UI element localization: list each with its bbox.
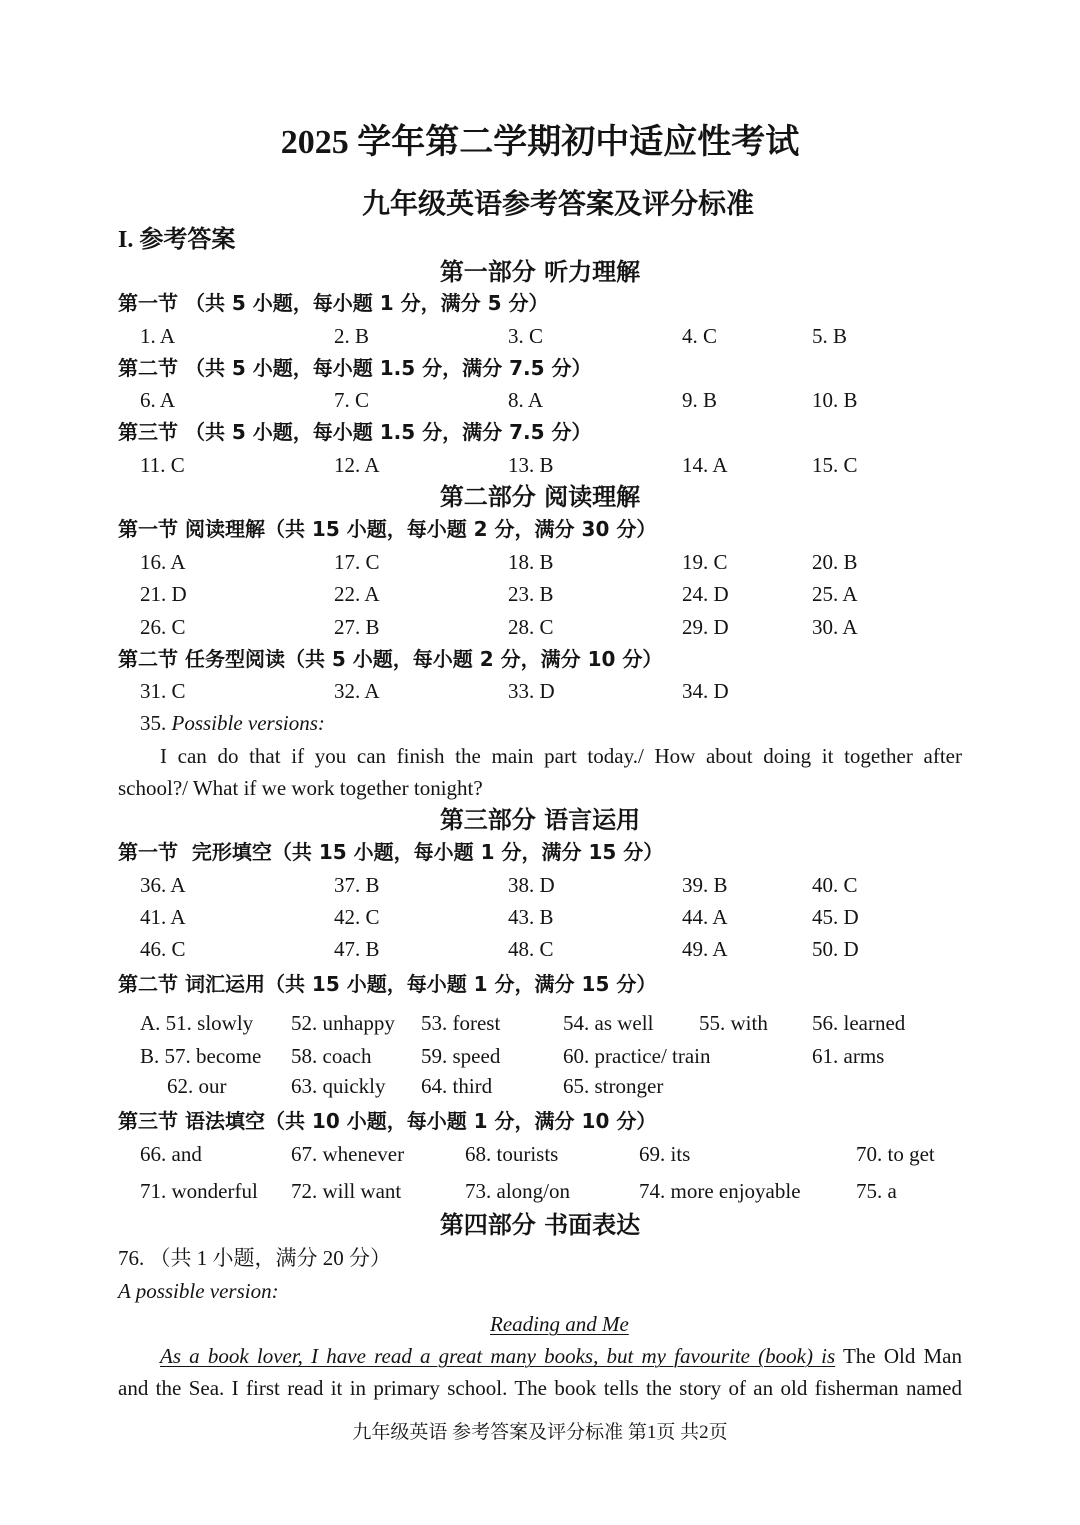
answer-item: 7. C (334, 388, 370, 412)
answer-row (0, 933, 1080, 965)
answer-row (0, 1175, 1080, 1207)
answer-item: 65. stronger (563, 1074, 664, 1098)
section-label-task-reading: 第二节 任务型阅读（共 5 小题，每小题 2 分，满分 10 分） (118, 647, 663, 671)
answer-row (0, 611, 1080, 643)
answer-item: 23. B (508, 582, 554, 606)
answer-item: 60. practice/ train (563, 1044, 711, 1068)
section-label-cloze: 第一节 完形填空（共 15 小题，每小题 1 分，满分 15 分） (118, 840, 664, 864)
section-label-grammar: 第三节 语法填空（共 10 小题，每小题 1 分，满分 10 分） (118, 1109, 657, 1133)
answer-item: 42. C (334, 905, 380, 929)
answer-row (0, 1138, 1080, 1170)
answer-item: 37. B (334, 873, 380, 897)
answer-item: 39. B (682, 873, 728, 897)
answer-item: 31. C (140, 679, 186, 703)
answer-row (0, 1070, 1080, 1102)
answer-item: 70. to get (856, 1142, 935, 1166)
answer-item: 55. with (699, 1011, 768, 1035)
answer-item: 74. more enjoyable (639, 1179, 801, 1203)
section-heading-reference-answers: I. 参考答案 (118, 227, 236, 253)
section-label-listening-1: 第一节 （共 5 小题，每小题 1 分，满分 5 分） (118, 291, 549, 315)
possible-version-label: A possible version: (118, 1279, 279, 1303)
answer-item: 10. B (812, 388, 858, 412)
answer-item: 3. C (508, 324, 544, 348)
answer-item: 14. A (682, 453, 728, 477)
answer-item: 9. B (682, 388, 718, 412)
answer-item: 15. C (812, 453, 858, 477)
part-heading-writing: 第四部分 书面表达 (439, 1211, 641, 1239)
answer-item: 18. B (508, 550, 554, 574)
answer-row (0, 384, 1080, 416)
answer-item: 29. D (682, 615, 729, 639)
answer-item: 1. A (140, 324, 176, 348)
answer-item: 26. C (140, 615, 186, 639)
part-heading-language-use: 第三部分 语言运用 (439, 806, 641, 834)
section-label-vocabulary: 第二节 词汇运用（共 15 小题，每小题 1 分，满分 15 分） (118, 972, 657, 996)
essay-line: and the Sea. I first read it in primary school. The book tells the story of an old fisherman named (118, 1376, 962, 1400)
answer-item: 21. D (140, 582, 187, 606)
answer-item: 5. B (812, 324, 848, 348)
q35-versions-label: Possible versions: (171, 711, 325, 735)
q35-answer-line: I can do that if you can finish the main part today./ How about doing it together after (160, 744, 962, 768)
answer-item: 45. D (812, 905, 859, 929)
answer-item: 73. along/on (465, 1179, 570, 1203)
answer-item: 2. B (334, 324, 370, 348)
answer-item: 46. C (140, 937, 186, 961)
answer-item: 8. A (508, 388, 544, 412)
answer-item: 38. D (508, 873, 555, 897)
answer-item: 52. unhappy (291, 1011, 395, 1035)
answer-item: 59. speed (421, 1044, 501, 1068)
page-footer: 九年级英语 参考答案及评分标准 第1页 共2页 (352, 1422, 728, 1443)
essay-book-title-start: The Old Man (842, 1344, 962, 1368)
answer-item: 66. and (140, 1142, 202, 1166)
answer-item: 20. B (812, 550, 858, 574)
answer-item: 69. its (639, 1142, 691, 1166)
answer-item: 63. quickly (291, 1074, 386, 1098)
answer-row (0, 546, 1080, 578)
answer-item: 49. A (682, 937, 728, 961)
section-label-listening-2: 第二节 （共 5 小题，每小题 1.5 分，满分 7.5 分） (118, 356, 592, 380)
answer-item: 6. A (140, 388, 176, 412)
answer-row (0, 1040, 1080, 1072)
answer-item: 62. our (167, 1074, 227, 1098)
answer-item: 64. third (421, 1074, 493, 1098)
answer-item: 33. D (508, 679, 555, 703)
answer-item: 54. as well (563, 1011, 654, 1035)
answer-item: 12. A (334, 453, 380, 477)
section-label-reading-1: 第一节 阅读理解（共 15 小题，每小题 2 分，满分 30 分） (118, 517, 657, 541)
answer-row (0, 869, 1080, 901)
answer-item: 32. A (334, 679, 380, 703)
answer-item: 53. forest (421, 1011, 501, 1035)
q35-answer-line: school?/ What if we work together tonight? (118, 776, 483, 800)
part-heading-listening: 第一部分 听力理解 (439, 258, 641, 286)
answer-item: 17. C (334, 550, 380, 574)
answer-item: 13. B (508, 453, 554, 477)
answer-item: 56. learned (812, 1011, 906, 1035)
q35-label (140, 707, 325, 739)
answer-item: 16. A (140, 550, 186, 574)
answer-item: 68. tourists (465, 1142, 559, 1166)
answer-item: 44. A (682, 905, 728, 929)
answer-row (0, 578, 1080, 610)
answer-item: 36. A (140, 873, 186, 897)
section-label-listening-3: 第三节 （共 5 小题，每小题 1.5 分，满分 7.5 分） (118, 420, 592, 444)
answer-row (0, 1007, 1080, 1039)
answer-item: 72. will want (291, 1179, 402, 1203)
answer-item: 75. a (856, 1179, 897, 1203)
answer-item: A. 51. slowly (140, 1011, 254, 1035)
q35-number: 35. (140, 711, 167, 735)
answer-item: 48. C (508, 937, 554, 961)
answer-item: 43. B (508, 905, 554, 929)
q76-label: 76. （共 1 小题，满分 20 分） (118, 1246, 391, 1270)
answer-item: 28. C (508, 615, 554, 639)
answer-item: 25. A (812, 582, 858, 606)
answer-item: 47. B (334, 937, 380, 961)
answer-item: 40. C (812, 873, 858, 897)
answer-item: 22. A (334, 582, 380, 606)
answer-key-subtitle: 九年级英语参考答案及评分标准 (361, 189, 754, 220)
answer-item: 61. arms (812, 1044, 885, 1068)
essay-title: Reading and Me (490, 1312, 629, 1336)
answer-item: 67. whenever (291, 1142, 405, 1166)
answer-row (0, 675, 1080, 707)
essay-underlined-opening: As a book lover, I have read a great many books, but my favourite (book) is (160, 1344, 836, 1368)
exam-title: 2025 学年第二学期初中适应性考试 (280, 124, 800, 161)
answer-item: 11. C (140, 453, 185, 477)
answer-item: 24. D (682, 582, 729, 606)
answer-row (0, 449, 1080, 481)
part-heading-reading: 第二部分 阅读理解 (439, 483, 641, 511)
answer-item: 41. A (140, 905, 186, 929)
answer-item: 34. D (682, 679, 729, 703)
answer-row (0, 901, 1080, 933)
answer-item: 30. A (812, 615, 858, 639)
answer-row (0, 320, 1080, 352)
answer-item: 19. C (682, 550, 728, 574)
answer-item: 71. wonderful (140, 1179, 258, 1203)
essay-line (160, 1340, 962, 1372)
answer-item: 4. C (682, 324, 718, 348)
answer-item: 58. coach (291, 1044, 372, 1068)
answer-item: 50. D (812, 937, 859, 961)
answer-item: 27. B (334, 615, 380, 639)
answer-item: B. 57. become (140, 1044, 262, 1068)
